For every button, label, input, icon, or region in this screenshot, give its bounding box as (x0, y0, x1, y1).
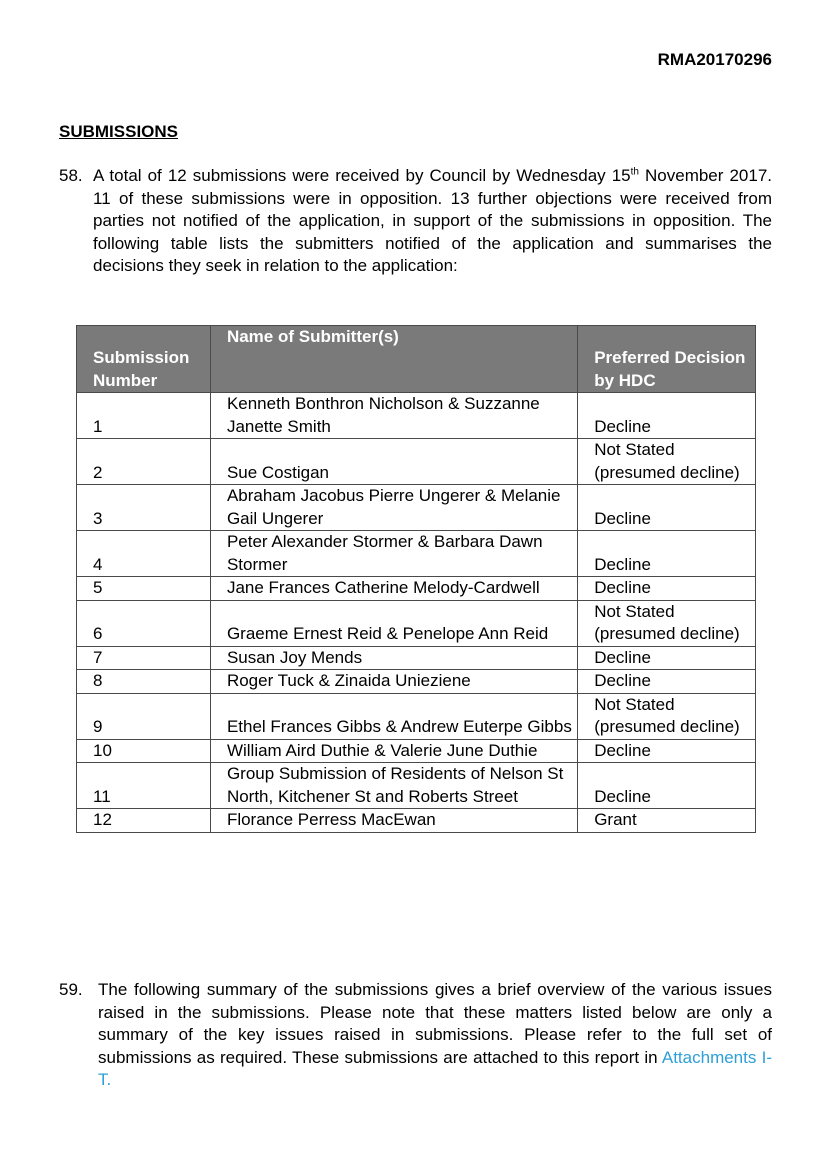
cell-submitter-name: Sue Costigan (210, 439, 577, 485)
cell-submission-number: 5 (77, 577, 211, 601)
header-submitter-name: Name of Submitter(s) (210, 326, 577, 393)
cell-preferred-decision: Not Stated (presumed decline) (578, 439, 756, 485)
cell-submitter-name: Kenneth Bonthron Nicholson & Suzzanne Janette Smith (210, 393, 577, 439)
table-row (77, 693, 756, 739)
date-ordinal-superscript: th (630, 166, 639, 178)
cell-preferred-decision: Grant (578, 809, 756, 833)
table-row (77, 393, 756, 439)
paragraph-text-part-b: November 2017. 11 of these submissions were in opposition. 13 further objections were received from parties not notified of the application, in support of the submissions in opposition. The following table lists the submitters notified of the application and summarises the decisions they seek in relation to the application: (93, 166, 772, 275)
table-row (77, 439, 756, 485)
cell-submitter-name: Graeme Ernest Reid & Penelope Ann Reid (210, 600, 577, 646)
cell-submission-number: 11 (77, 763, 211, 809)
paragraph-text-body: The following summary of the submissions gives a brief overview of the various issues raised in the submissions. Please note that these matters listed below are only a summary of the key issues raised in submissions. Please refer to the full set of submissions as required. These submissions are attached to this report in (98, 980, 772, 1067)
table-header-row (77, 326, 756, 393)
cell-submission-number: 2 (77, 439, 211, 485)
cell-submitter-name: Roger Tuck & Zinaida Unieziene (210, 670, 577, 694)
paragraph-58 (59, 165, 772, 278)
cell-submission-number: 7 (77, 646, 211, 670)
table-row (77, 670, 756, 694)
cell-submitter-name: Susan Joy Mends (210, 646, 577, 670)
cell-submission-number: 8 (77, 670, 211, 694)
table-row (77, 600, 756, 646)
attachments-link[interactable]: Attachments I-T. (98, 1047, 772, 1089)
cell-submitter-name: Peter Alexander Stormer & Barbara Dawn Stormer (210, 531, 577, 577)
table-row (77, 763, 756, 809)
cell-submitter-name: William Aird Duthie & Valerie June Duthie (210, 739, 577, 763)
cell-preferred-decision: Decline (578, 577, 756, 601)
cell-preferred-decision: Decline (578, 393, 756, 439)
table-row (77, 739, 756, 763)
document-reference: RMA20170296 (657, 50, 772, 69)
cell-submission-number: 3 (77, 485, 211, 531)
header-submission-number: Submission Number (77, 326, 211, 393)
cell-preferred-decision: Not Stated (presumed decline) (578, 693, 756, 739)
cell-submission-number: 4 (77, 531, 211, 577)
section-heading: SUBMISSIONS (59, 122, 179, 141)
table-row (77, 577, 756, 601)
cell-submission-number: 12 (77, 809, 211, 833)
cell-submitter-name: Ethel Frances Gibbs & Andrew Euterpe Gibbs (210, 693, 577, 739)
cell-preferred-decision: Decline (578, 485, 756, 531)
cell-preferred-decision: Decline (578, 531, 756, 577)
cell-submission-number: 9 (77, 693, 211, 739)
cell-preferred-decision: Decline (578, 670, 756, 694)
cell-submission-number: 6 (77, 600, 211, 646)
cell-preferred-decision: Decline (578, 646, 756, 670)
header-preferred-decision: Preferred Decision by HDC (578, 326, 756, 393)
cell-preferred-decision: Decline (578, 739, 756, 763)
paragraph-59 (59, 979, 772, 1092)
cell-preferred-decision: Decline (578, 763, 756, 809)
table-row (77, 531, 756, 577)
paragraph-text-part-a: A total of 12 submissions were received by Council by Wednesday 15 (93, 166, 631, 185)
cell-preferred-decision: Not Stated (presumed decline) (578, 600, 756, 646)
paragraph-text (93, 165, 772, 278)
table-row (77, 485, 756, 531)
cell-submitter-name: Group Submission of Residents of Nelson St North, Kitchener St and Roberts Street (210, 763, 577, 809)
paragraph-text (98, 979, 772, 1092)
cell-submitter-name: Florance Perress MacEwan (210, 809, 577, 833)
paragraph-number: 59. (59, 980, 83, 999)
table-row (77, 646, 756, 670)
cell-submission-number: 10 (77, 739, 211, 763)
submissions-table (76, 325, 756, 833)
cell-submission-number: 1 (77, 393, 211, 439)
cell-submitter-name: Jane Frances Catherine Melody-Cardwell (210, 577, 577, 601)
cell-submitter-name: Abraham Jacobus Pierre Ungerer & Melanie Gail Ungerer (210, 485, 577, 531)
table-row (77, 809, 756, 833)
paragraph-number: 58. (59, 166, 83, 185)
